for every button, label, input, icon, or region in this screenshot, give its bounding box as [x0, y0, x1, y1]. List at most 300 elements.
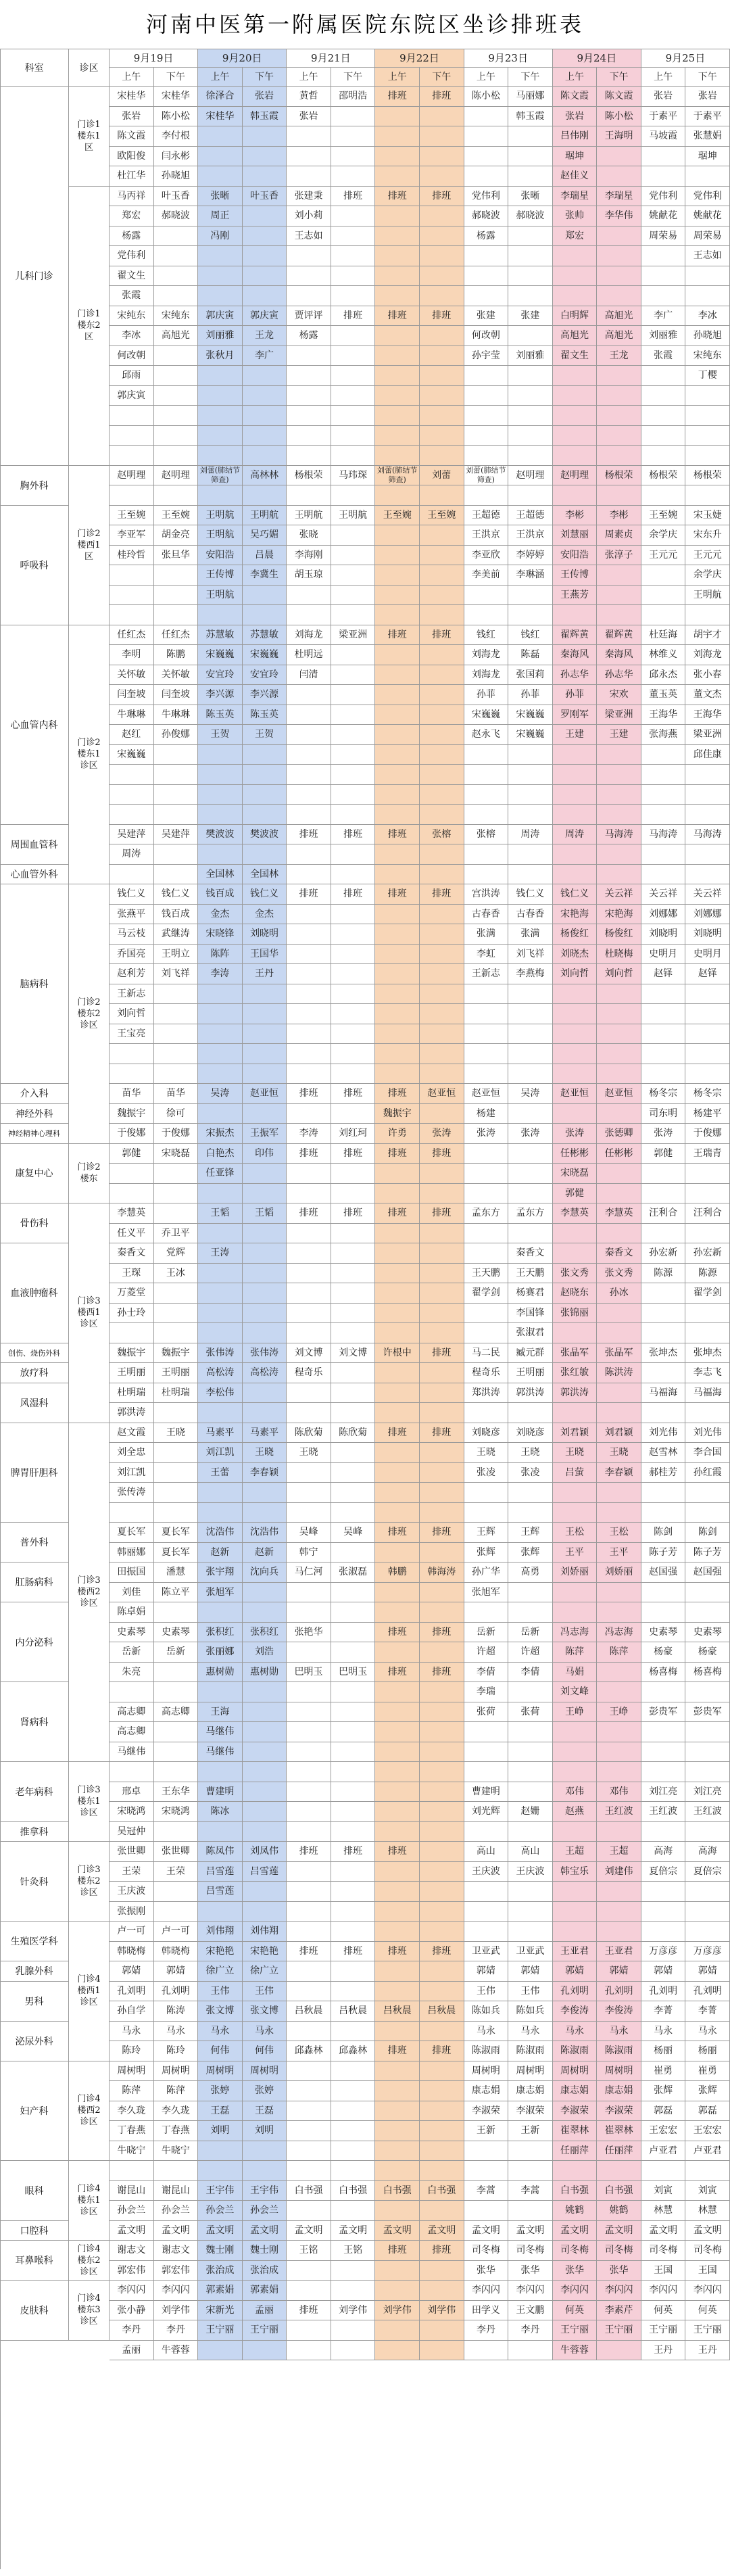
schedule-cell: 邱佳康	[685, 745, 730, 765]
schedule-cell: 何英	[685, 2301, 730, 2321]
schedule-cell	[375, 286, 420, 306]
schedule-cell: 高山	[464, 1842, 509, 1862]
schedule-cell: 杜明远	[287, 645, 331, 665]
schedule-cell: 王宏宏	[641, 2121, 686, 2141]
schedule-cell	[287, 865, 331, 885]
schedule-cell: 王韬	[243, 1203, 287, 1224]
schedule-cell: 王海明	[597, 126, 641, 147]
schedule-cell	[553, 2161, 598, 2181]
schedule-cell: 马永	[553, 2022, 598, 2042]
schedule-cell	[287, 805, 331, 825]
schedule-cell: 翟文生	[553, 346, 598, 366]
schedule-cell: 马坡霞	[641, 126, 686, 147]
schedule-cell	[508, 785, 553, 805]
schedule-cell: 张满	[508, 924, 553, 945]
schedule-cell	[375, 1961, 420, 1982]
schedule-cell: 排班	[375, 87, 420, 107]
schedule-cell	[420, 1363, 464, 1383]
schedule-cell: 王宏宏	[685, 2121, 730, 2141]
schedule-cell: 张慧娟	[685, 126, 730, 147]
schedule-cell	[331, 1403, 376, 1423]
schedule-cell: 张辉	[464, 1543, 509, 1563]
schedule-cell	[110, 2161, 154, 2181]
schedule-cell: 吴峰	[287, 1523, 331, 1543]
schedule-cell: 孟文明	[243, 2221, 287, 2241]
schedule-cell: 闫永彬	[154, 147, 199, 167]
schedule-cell: 赵亚恒	[553, 1084, 598, 1104]
schedule-cell: 王燕芳	[553, 586, 598, 606]
schedule-cell: 白书强	[331, 2181, 376, 2201]
schedule-cell	[198, 266, 243, 287]
schedule-cell: 田学义	[464, 2301, 509, 2321]
schedule-cell: 古春香	[508, 905, 553, 925]
schedule-cell: 田振国	[110, 1563, 154, 1583]
schedule-cell	[243, 1762, 287, 1782]
schedule-cell	[331, 1802, 376, 1822]
schedule-cell: 李慧英	[553, 1203, 598, 1224]
schedule-cell	[331, 785, 376, 805]
schedule-cell: 李松伟	[198, 1383, 243, 1404]
clinic-area-label: 门诊4楼东1诊区	[69, 2161, 110, 2241]
schedule-cell: 武继涛	[154, 924, 199, 945]
schedule-cell: 排班	[420, 87, 464, 107]
schedule-cell: 宋纯东	[154, 306, 199, 327]
schedule-cell	[375, 725, 420, 745]
schedule-cell: 刘娜娜	[685, 905, 730, 925]
schedule-cell: 赵燕	[553, 1802, 598, 1822]
schedule-cell: 杨露	[464, 226, 509, 247]
schedule-cell	[287, 844, 331, 865]
schedule-cell	[154, 984, 199, 1005]
schedule-cell	[685, 865, 730, 885]
schedule-cell	[110, 1323, 154, 1343]
schedule-cell: 马海涛	[597, 825, 641, 845]
schedule-cell: 孔刘明	[154, 1982, 199, 2002]
schedule-cell	[331, 107, 376, 127]
schedule-cell	[685, 166, 730, 187]
schedule-cell: 孙菲	[508, 685, 553, 705]
schedule-cell	[597, 1902, 641, 1922]
schedule-cell	[331, 485, 376, 506]
schedule-cell: 吕秋晨	[420, 2001, 464, 2022]
schedule-cell: 杨俊红	[597, 924, 641, 945]
schedule-cell	[287, 586, 331, 606]
schedule-cell	[420, 725, 464, 745]
schedule-cell: 吴冠仲	[110, 1822, 154, 1842]
schedule-cell: 印伟	[243, 1144, 287, 1164]
schedule-cell: 陈萍	[110, 2081, 154, 2101]
schedule-cell	[243, 166, 287, 187]
schedule-cell: 李瑞	[464, 1682, 509, 1702]
schedule-cell: 崔翠林	[597, 2121, 641, 2141]
schedule-cell: 孔刘明	[110, 1982, 154, 2002]
schedule-cell	[553, 785, 598, 805]
clinic-area-label: 门诊3楼东2诊区	[69, 1842, 110, 1922]
schedule-cell: 宋巍巍	[243, 645, 287, 665]
schedule-cell: 孟文明	[641, 2221, 686, 2241]
clinic-area-label: 门诊1楼东1区	[69, 87, 110, 187]
schedule-cell: 李闪闪	[464, 2281, 509, 2301]
schedule-cell: 张旭军	[464, 1583, 509, 1603]
schedule-cell: 杨根荣	[685, 466, 730, 486]
schedule-cell: 董玉英	[641, 685, 686, 705]
schedule-cell: 张治成	[243, 2261, 287, 2281]
schedule-cell	[198, 1304, 243, 1324]
schedule-cell: 李慧英	[597, 1203, 641, 1224]
schedule-cell: 余学庆	[685, 565, 730, 586]
schedule-cell: 宋晓鸿	[154, 1802, 199, 1822]
schedule-cell: 陈小松	[597, 107, 641, 127]
schedule-cell: 张涛	[641, 1124, 686, 1144]
schedule-cell: 周树明	[553, 2061, 598, 2082]
schedule-cell	[154, 1463, 199, 1483]
schedule-cell: 周涛	[110, 844, 154, 865]
schedule-cell: 孙俊娜	[154, 725, 199, 745]
department-label: 心血管外科	[0, 865, 69, 885]
schedule-cell: 排班	[331, 884, 376, 905]
schedule-cell: 董文杰	[685, 685, 730, 705]
schedule-cell	[464, 1403, 509, 1423]
schedule-cell: 巴明玉	[287, 1663, 331, 1683]
schedule-cell: 宋巍巍	[508, 725, 553, 745]
clinic-area-label: 门诊4楼西2诊区	[69, 2061, 110, 2162]
schedule-cell: 李蒿	[464, 2181, 509, 2201]
schedule-cell: 郭庆寅	[198, 306, 243, 327]
schedule-cell	[243, 1802, 287, 1822]
schedule-cell	[154, 765, 199, 785]
department-label: 周围血管科	[0, 825, 69, 865]
schedule-cell	[110, 446, 154, 466]
schedule-cell	[420, 206, 464, 226]
schedule-cell	[420, 1682, 464, 1702]
schedule-cell: 康志娟	[464, 2081, 509, 2101]
schedule-cell: 牛晓宁	[110, 2141, 154, 2162]
department-label: 神经精神心理科	[0, 1124, 69, 1144]
schedule-cell: 林慧	[685, 2201, 730, 2221]
schedule-cell: 周树明	[243, 2061, 287, 2082]
schedule-cell: 排班	[420, 884, 464, 905]
schedule-cell: 王宁丽	[685, 2320, 730, 2341]
header-am: 上午	[198, 68, 243, 87]
schedule-cell: 金杰	[243, 905, 287, 925]
schedule-cell: 马继伟	[198, 1742, 243, 1763]
schedule-cell: 钱仁义	[243, 884, 287, 905]
schedule-cell	[375, 984, 420, 1005]
schedule-cell	[464, 2141, 509, 2162]
schedule-cell: 张伟涛	[198, 1343, 243, 1364]
schedule-cell: 赵国强	[641, 1563, 686, 1583]
schedule-cell: 郭宏伟	[110, 2261, 154, 2281]
schedule-cell: 孙会兰	[198, 2201, 243, 2221]
schedule-cell	[287, 1403, 331, 1423]
schedule-cell: 陈洪涛	[597, 1363, 641, 1383]
schedule-cell: 赵雪林	[641, 1443, 686, 1463]
schedule-cell: 关怀敏	[154, 665, 199, 686]
schedule-cell: 张振刚	[110, 1902, 154, 1922]
schedule-cell: 张积红	[243, 1623, 287, 1643]
schedule-cell: 赵亚恒	[464, 1084, 509, 1104]
schedule-cell	[198, 1602, 243, 1623]
schedule-cell: 王辉	[508, 1523, 553, 1543]
schedule-cell: 刘凤伟	[243, 1842, 287, 1862]
schedule-cell: 郝桂芳	[641, 1463, 686, 1483]
schedule-cell	[198, 1682, 243, 1702]
header-pm: 下午	[685, 68, 730, 87]
schedule-cell: 钱仁义	[154, 884, 199, 905]
schedule-cell: 张建	[508, 306, 553, 327]
schedule-cell: 张霞	[110, 286, 154, 306]
schedule-cell: 闫奎坡	[110, 685, 154, 705]
schedule-cell	[641, 266, 686, 287]
schedule-cell: 张华	[597, 2261, 641, 2281]
schedule-cell	[420, 406, 464, 426]
schedule-cell	[508, 1024, 553, 1045]
schedule-cell: 王宁丽	[641, 2320, 686, 2341]
schedule-cell: 王至婉	[641, 506, 686, 526]
schedule-cell	[243, 2161, 287, 2181]
schedule-cell	[420, 546, 464, 566]
schedule-cell: 张晶军	[553, 1343, 598, 1364]
schedule-cell	[154, 406, 199, 426]
schedule-cell	[243, 1304, 287, 1324]
schedule-cell: 郭婧	[641, 1961, 686, 1982]
schedule-cell	[464, 1243, 509, 1264]
schedule-cell	[641, 1224, 686, 1244]
schedule-cell	[154, 745, 199, 765]
schedule-cell: 李丹	[508, 2320, 553, 2341]
schedule-cell	[464, 126, 509, 147]
schedule-cell	[508, 1064, 553, 1084]
schedule-cell	[287, 147, 331, 167]
schedule-cell	[420, 685, 464, 705]
schedule-cell	[685, 1762, 730, 1782]
schedule-cell	[420, 2281, 464, 2301]
schedule-cell	[553, 865, 598, 885]
header-pm: 下午	[243, 68, 287, 87]
schedule-cell: 苗华	[154, 1084, 199, 1104]
schedule-cell	[331, 924, 376, 945]
schedule-cell: 惠树勋	[243, 1663, 287, 1683]
schedule-cell	[110, 565, 154, 586]
schedule-cell: 孙志华	[553, 665, 598, 686]
schedule-cell	[331, 1722, 376, 1742]
schedule-cell: 排班	[375, 1084, 420, 1104]
schedule-cell: 魏振宇	[110, 1104, 154, 1124]
schedule-cell: 郝晓波	[464, 206, 509, 226]
schedule-cell	[420, 2141, 464, 2162]
schedule-cell: 宋晓鸿	[110, 1802, 154, 1822]
schedule-cell: 李倩	[508, 1663, 553, 1683]
schedule-cell	[508, 2201, 553, 2221]
schedule-cell: 安阳浩	[553, 546, 598, 566]
schedule-cell	[287, 1184, 331, 1204]
schedule-cell	[287, 346, 331, 366]
schedule-cell: 刘明	[243, 2121, 287, 2141]
schedule-cell	[508, 865, 553, 885]
schedule-cell: 钱仁义	[553, 884, 598, 905]
schedule-cell	[375, 1483, 420, 1503]
schedule-cell	[508, 605, 553, 625]
schedule-cell	[375, 1802, 420, 1822]
schedule-cell	[464, 765, 509, 785]
schedule-cell: 臧元群	[508, 1343, 553, 1364]
schedule-cell	[287, 246, 331, 266]
department-label: 放疗科	[0, 1363, 69, 1383]
schedule-cell	[508, 2341, 553, 2361]
schedule-cell	[420, 1822, 464, 1842]
schedule-cell: 吴涛	[508, 1084, 553, 1104]
schedule-cell: 张坤杰	[685, 1343, 730, 1364]
schedule-cell	[597, 785, 641, 805]
schedule-cell: 何伟	[198, 2041, 243, 2061]
schedule-cell	[464, 844, 509, 865]
schedule-cell	[375, 605, 420, 625]
schedule-cell: 古春香	[464, 905, 509, 925]
schedule-cell	[685, 1024, 730, 1045]
schedule-cell	[375, 546, 420, 566]
schedule-cell	[641, 1283, 686, 1304]
schedule-cell: 高旭光	[597, 326, 641, 346]
schedule-cell: 张辉	[508, 1543, 553, 1563]
department-label: 肾病科	[0, 1682, 69, 1762]
schedule-cell: 梁亚洲	[685, 725, 730, 745]
schedule-cell	[375, 2341, 420, 2361]
schedule-cell: 王丹	[685, 2341, 730, 2361]
schedule-cell	[641, 1722, 686, 1742]
schedule-cell: 崔勇	[685, 2061, 730, 2082]
schedule-cell: 杨根荣	[641, 466, 686, 486]
schedule-cell: 夏长军	[154, 1543, 199, 1563]
schedule-cell	[420, 1583, 464, 1603]
schedule-cell	[331, 1742, 376, 1763]
schedule-cell	[243, 984, 287, 1005]
schedule-cell: 李闪闪	[553, 2281, 598, 2301]
schedule-cell: 陈小松	[154, 107, 199, 127]
schedule-cell: 杨喜梅	[641, 1663, 686, 1683]
schedule-cell: 卫亚武	[464, 1942, 509, 1962]
schedule-cell: 排班	[375, 1842, 420, 1862]
clinic-area-label: 门诊4楼西1诊区	[69, 1922, 110, 2061]
schedule-cell	[420, 1164, 464, 1184]
schedule-cell	[420, 107, 464, 127]
schedule-cell	[420, 1702, 464, 1723]
schedule-cell: 夏倍宗	[641, 1862, 686, 1882]
schedule-cell	[287, 924, 331, 945]
schedule-cell: 许超	[464, 1642, 509, 1663]
schedule-cell: 周树明	[508, 2061, 553, 2082]
schedule-cell: 张文秀	[597, 1264, 641, 1284]
schedule-cell: 马云枝	[110, 924, 154, 945]
schedule-cell	[331, 645, 376, 665]
schedule-cell: 刘学伟	[154, 2301, 199, 2321]
schedule-cell	[420, 1323, 464, 1343]
schedule-cell: 白书强	[597, 2181, 641, 2201]
schedule-cell: 马永	[154, 2022, 199, 2042]
schedule-cell	[553, 246, 598, 266]
schedule-cell	[420, 147, 464, 167]
schedule-cell	[375, 1862, 420, 1882]
schedule-cell: 黄哲	[287, 87, 331, 107]
schedule-cell	[198, 166, 243, 187]
schedule-cell: 杨露	[287, 326, 331, 346]
header-day: 9月24日	[553, 49, 641, 68]
schedule-cell: 于俊娜	[685, 1124, 730, 1144]
schedule-cell	[375, 2281, 420, 2301]
schedule-cell: 钱红	[464, 625, 509, 646]
schedule-cell	[287, 1224, 331, 1244]
schedule-cell	[375, 1742, 420, 1763]
schedule-cell: 王亚君	[597, 1942, 641, 1962]
schedule-cell	[375, 1922, 420, 1942]
schedule-cell	[464, 1224, 509, 1244]
schedule-cell	[508, 166, 553, 187]
schedule-cell: 郭磊	[641, 2101, 686, 2122]
schedule-cell: 张榕	[464, 825, 509, 845]
schedule-cell	[508, 765, 553, 785]
schedule-cell: 排班	[331, 306, 376, 327]
schedule-cell	[331, 346, 376, 366]
schedule-cell	[243, 586, 287, 606]
schedule-cell	[198, 1323, 243, 1343]
schedule-cell	[685, 1682, 730, 1702]
schedule-cell: 王荣	[110, 1862, 154, 1882]
schedule-cell	[287, 1064, 331, 1084]
schedule-cell: 丁春燕	[110, 2121, 154, 2141]
schedule-cell	[287, 765, 331, 785]
schedule-cell: 郭洪涛	[553, 1383, 598, 1404]
schedule-cell: 曹建明	[198, 1782, 243, 1803]
schedule-cell	[685, 386, 730, 406]
schedule-cell	[243, 1782, 287, 1803]
schedule-cell: 宋纯东	[110, 306, 154, 327]
schedule-cell	[420, 2341, 464, 2361]
schedule-cell: 陈源	[641, 1264, 686, 1284]
schedule-cell	[154, 346, 199, 366]
schedule-cell: 张海燕	[641, 725, 686, 745]
schedule-cell: 王铭	[331, 2241, 376, 2261]
schedule-cell: 胡玉琼	[287, 565, 331, 586]
schedule-cell	[331, 1602, 376, 1623]
schedule-cell: 张华	[508, 2261, 553, 2281]
schedule-cell	[110, 1503, 154, 1523]
schedule-cell: 周树明	[464, 2061, 509, 2082]
schedule-cell: 乔国亮	[110, 945, 154, 965]
schedule-cell: 张淳子	[597, 546, 641, 566]
schedule-cell	[331, 386, 376, 406]
schedule-cell: 罗刚军	[553, 705, 598, 725]
schedule-cell	[508, 246, 553, 266]
schedule-cell	[375, 1283, 420, 1304]
schedule-cell	[198, 1264, 243, 1284]
schedule-cell: 王红波	[597, 1802, 641, 1822]
schedule-cell: 排班	[331, 1942, 376, 1962]
schedule-cell	[331, 1902, 376, 1922]
schedule-cell	[375, 805, 420, 825]
schedule-cell	[641, 1762, 686, 1782]
schedule-cell	[287, 1483, 331, 1503]
schedule-cell: 张岩	[685, 87, 730, 107]
schedule-cell: 高志卿	[110, 1722, 154, 1742]
schedule-cell: 王明航	[198, 525, 243, 546]
schedule-cell	[287, 1862, 331, 1882]
schedule-cell	[685, 1304, 730, 1324]
schedule-cell: 孔刘明	[685, 1982, 730, 2002]
schedule-cell: 韩海涛	[420, 1563, 464, 1583]
schedule-cell	[331, 406, 376, 426]
schedule-cell	[287, 2341, 331, 2361]
schedule-cell	[553, 1922, 598, 1942]
schedule-cell	[597, 366, 641, 386]
